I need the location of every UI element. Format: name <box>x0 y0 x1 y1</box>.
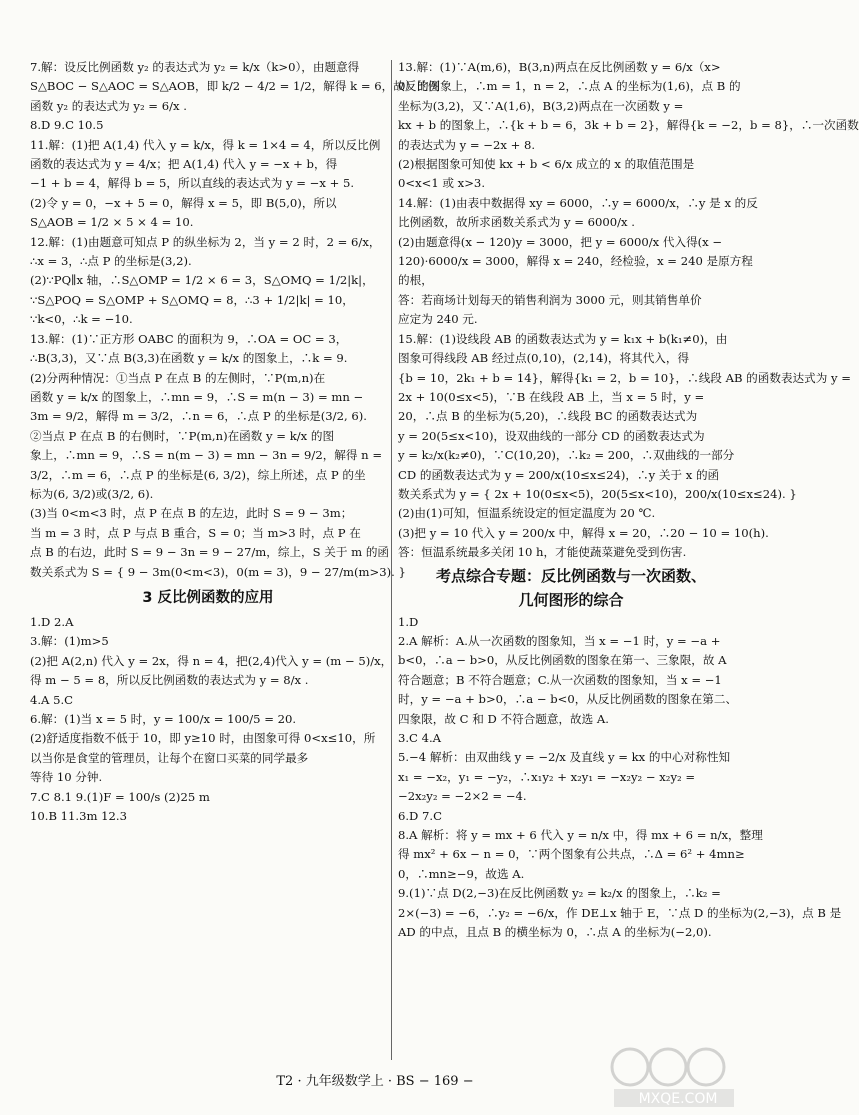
right-column-line: (2)由(1)可知，恒温系统设定的恒定温度为 20 ℃. <box>398 506 656 521</box>
right-column-line: 应定为 240 元. <box>398 312 478 327</box>
page-footer: T2 · 九年级数学上 · BS − 169 − <box>276 1074 474 1089</box>
left-column-app-line: 4.A 5.C <box>30 692 74 707</box>
left-column-line: 点 B 的右边，此时 S = 9 − 3n = 9 − 27/m，综上，S 关于 m 的函 <box>30 545 390 560</box>
right-column-line: y = 20(5≤x<10)，设双曲线的一部分 CD 的函数表达式为 <box>398 428 705 443</box>
right-column-topic-line: x₁ = −x₂，y₁ = −y₂，∴x₁y₂ + x₂y₁ = −x₂y₂ − x₂y₂ = <box>398 769 696 784</box>
right-column-line: (3)把 y = 10 代入 y = 200/x 中，解得 x = 20，∴20 − 10 = 10(h). <box>398 525 769 540</box>
watermark-logo <box>608 1043 746 1111</box>
right-column-line: 答：恒温系统最多关闭 10 h，才能使蔬菜避免受到伤害. <box>398 545 687 560</box>
topic-title-line1: 考点综合专题：反比例函数与一次函数、 <box>435 566 706 585</box>
right-column-topic-line: 时，y = −a + b>0，∴a − b<0，从反比例函数的图象在第二、 <box>398 692 738 707</box>
right-column-line: (2)根据图象可知使 kx + b < 6/x 成立的 x 的取值范围是 <box>398 157 695 172</box>
left-column-line: ∴B(3,3)，又∵点 B(3,3)在函数 y = k/x 的图象上，∴k = 9. <box>30 351 348 366</box>
left-column-line: 函数 y₂ 的表达式为 y₂ = 6/x . <box>30 98 187 113</box>
left-column-line: 当 m = 3 时，点 P 与点 B 重合，S = 0；当 m>3 时，点 P 在 <box>30 525 361 540</box>
left-column-line: ②当点 P 在点 B 的右侧时，∵P(m,n)在函数 y = k/x 的图 <box>30 428 335 443</box>
right-column-line: 坐标为(3,2)，又∵A(1,6)，B(3,2)两点在一次函数 y = <box>398 98 684 113</box>
right-column-line: y = k₂/x(k₂≠0)，∵C(10,20)，∴k₂ = 200，∴双曲线的一部分 <box>398 448 735 463</box>
right-column-topic-line: −2x₂y₂ = −2×2 = −4. <box>398 789 527 804</box>
left-column-line: 3m = 9/2，解得 m = 3/2，∴n = 6，∴点 P 的坐标是(3/2, 6). <box>30 409 367 424</box>
right-column-line: (2)由题意得(x − 120)y = 3000，把 y = 6000/x 代入得(x − <box>398 234 723 249</box>
left-column-app-line: 1.D 2.A <box>30 614 74 629</box>
right-column-line: 13.解：(1)∵A(m,6)，B(3,n)两点在反比例函数 y = 6/x（x> <box>398 60 721 74</box>
right-column-topic-line: 2×(−3) = −6，∴y₂ = −6/x，作 DE⊥x 轴于 E，∵点 D 的坐标为(2,−3)，点 B 是 <box>398 905 842 920</box>
left-column-line: 3/2，∴m = 6，∴点 P 的坐标是(6, 3/2)，综上所述，点 P 的坐 <box>30 467 366 482</box>
left-column-line: S△AOB = 1/2 × 5 × 4 = 10. <box>30 215 194 230</box>
left-column-app-line: 7.C 8.1 9.(1)F = 100/s (2)25 m <box>30 789 210 804</box>
column-divider <box>391 60 392 1060</box>
right-column-line: 14.解：(1)由表中数据得 xy = 6000，∴y = 6000/x，∴y 是 x 的反 <box>398 195 758 210</box>
left-column-line: (2)分两种情况：①当点 P 在点 B 的左侧时，∵P(m,n)在 <box>30 370 326 385</box>
left-column-line: ∵k<0，∴k = −10. <box>30 312 133 327</box>
right-column-topic-line: 1.D <box>398 614 419 629</box>
right-column-topic-line: 3.C 4.A <box>398 731 442 745</box>
left-column-line: 11.解：(1)把 A(1,4) 代入 y = k/x，得 k = 1×4 = 4，所以反比例 <box>30 137 381 152</box>
right-column-line: 数关系式为 y = { 2x + 10(0≤x<5)，20(5≤x<10)，200/x(10≤x≤24). } <box>398 486 797 501</box>
right-column-topic-line: 四象限，故 C 和 D 不符合题意，故选 A. <box>398 711 609 726</box>
section-title: 3 反比例函数的应用 <box>142 589 274 606</box>
right-column <box>398 58 859 942</box>
right-column-line: CD 的函数表达式为 y = 200/x(10≤x≤24)，∴y 关于 x 的函 <box>398 467 720 482</box>
right-column-line: 答：若商场计划每天的销售利润为 3000 元，则其销售单价 <box>398 292 702 307</box>
left-column-app-line: 得 m − 5 = 8，所以反比例函数的表达式为 y = 8/x . <box>30 673 309 688</box>
left-column-line: 12.解：(1)由题意可知点 P 的纵坐标为 2，当 y = 2 时，2 = 6/x， <box>30 234 381 249</box>
right-column-topic-line: b<0，∴a − b>0，从反比例函数的图象在第一、三象限，故 A <box>398 653 727 668</box>
left-column-app-line: (2)把 A(2,n) 代入 y = 2x，得 n = 4，把(2,4)代入 y = (m − 5)/x， <box>30 653 393 668</box>
right-column-topic-line: 9.(1)∵点 D(2,−3)在反比例函数 y₂ = k₂/x 的图象上，∴k₂ = <box>398 886 721 901</box>
right-column-line: 的根， <box>398 273 433 288</box>
right-column-topic-line: 得 mx² + 6x − n = 0，∵两个图象有公共点，∴Δ = 6² + 4mn≥ <box>398 847 745 862</box>
watermark-sub-text: MXQE.COM <box>638 1091 718 1107</box>
right-column-topic-line: AD 的中点，且点 B 的横坐标为 0，∴点 A 的坐标为(−2,0). <box>398 925 712 940</box>
left-column-app-line: 以当你是食堂的管理员，让每个在窗口买菜的同学最多 <box>30 750 309 765</box>
topic-title-line2: 几何图形的综合 <box>518 590 624 609</box>
left-column-line: S△BOC − S△AOC = S△AOB，即 k/2 − 4/2 = 1/2，解得 k = 6，故反比例 <box>30 79 440 94</box>
right-column-topic-line: 0，∴mn≥−9，故选 A. <box>398 866 525 881</box>
right-column-line: kx + b 的图象上，∴{k + b = 6，3k + b = 2}，解得{k = −2，b = 8}，∴一次函数 <box>398 118 859 133</box>
left-column-app-line: 10.B 11.3m 12.3 <box>30 809 127 824</box>
right-column-topic-line: 符合题意；B 不符合题意；C.从一次函数的图象知，当 x = −1 <box>398 672 722 687</box>
left-column-app-line: 等待 10 分钟. <box>30 770 103 785</box>
left-column-line: 函数 y = k/x 的图象上，∴mn = 9，∴S = m(n − 3) = mn − <box>30 389 364 404</box>
left-column-line: 函数的表达式为 y = 4/x；把 A(1,4) 代入 y = −x + b，得 <box>30 157 338 172</box>
right-column-topic-line: 6.D 7.C <box>398 808 442 823</box>
right-column-line: 120)·6000/x = 3000，解得 x = 240，经检验，x = 240 是原方程 <box>398 254 753 269</box>
right-column-line: 2x + 10(0≤x<5)，∵B 在线段 AB 上，当 x = 5 时，y = <box>398 389 705 404</box>
right-column-line: 图象可得线段 AB 经过点(0,10)，(2,14)，将其代入，得 <box>398 351 690 366</box>
left-column-line: 标为(6, 3/2)或(3/2, 6). <box>30 486 154 501</box>
left-column-line: ∴x = 3，∴点 P 的坐标是(3,2). <box>30 254 192 269</box>
left-column-line: (2)∵PQ∥x 轴，∴S△OMP = 1/2 × 6 = 3，S△OMQ = 1/2|k|， <box>30 273 374 288</box>
right-column-line: 的表达式为 y = −2x + 8. <box>398 137 536 152</box>
right-column-line: {b = 10，2k₁ + b = 14}，解得{k₁ = 2，b = 10}，∴线段 AB 的函数表达式为 y = <box>398 370 851 385</box>
right-column-topic-line: 2.A 解析：A.从一次函数的图象知，当 x = −1 时，y = −a + <box>398 633 721 648</box>
right-column-line: 比例函数，故所求函数关系式为 y = 6000/x . <box>398 215 635 230</box>
left-column-line: 8.D 9.C 10.5 <box>30 118 104 133</box>
left-column-line: 7.解：设反比例函数 y₂ 的表达式为 y₂ = k/x（k>0），由题意得 <box>30 60 360 74</box>
left-column-line: (2)令 y = 0，−x + 5 = 0，解得 x = 5，即 B(5,0)，所以 <box>30 195 337 210</box>
right-column-topic-line: 8.A 解析：将 y = mx + 6 代入 y = n/x 中，得 mx + 6 = n/x，整理 <box>398 828 763 843</box>
right-column-line: 15.解：(1)设线段 AB 的函数表达式为 y = k₁x + b(k₁≠0)，由 <box>398 331 728 346</box>
right-column-line: 0<x<1 或 x>3. <box>398 176 485 191</box>
left-column-line: (3)当 0<m<3 时，点 P 在点 B 的左边，此时 S = 9 − 3m； <box>30 506 353 521</box>
left-column-line: 数关系式为 S = { 9 − 3m(0<m<3)，0(m = 3)，9 − 27/m(m>3). } <box>30 564 406 579</box>
left-column-app-line: 6.解：(1)当 x = 5 时，y = 100/x = 100/5 = 20. <box>30 712 297 726</box>
left-column-line: 象上，∴mn = 9，∴S = n(m − 3) = mn − 3n = 9/2，解得 n = <box>30 448 383 463</box>
right-column-line: 20，∴点 B 的坐标为(5,20)，∴线段 BC 的函数表达式为 <box>398 409 698 424</box>
left-column-line: 13.解：(1)∵正方形 OABC 的面积为 9，∴OA = OC = 3， <box>30 331 348 346</box>
right-column-line: 0）的图象上，∴m = 1，n = 2，∴点 A 的坐标为(1,6)，点 B 的 <box>398 79 741 94</box>
right-column-topic-line: 5.−4 解析：由双曲线 y = −2/x 及直线 y = kx 的中心对称性知 <box>398 750 731 765</box>
left-column-app-line: 3.解：(1)m>5 <box>30 634 109 649</box>
left-column-line: ∵S△POQ = S△OMP + S△OMQ = 8，∴3 + 1/2|k| = 10， <box>30 292 354 307</box>
left-column-app-line: (2)舒适度指数不低于 10，即 y≥10 时，由图象可得 0<x≤10，所 <box>30 731 376 746</box>
left-column-line: −1 + b = 4，解得 b = 5，所以直线的表达式为 y = −x + 5. <box>30 176 355 191</box>
